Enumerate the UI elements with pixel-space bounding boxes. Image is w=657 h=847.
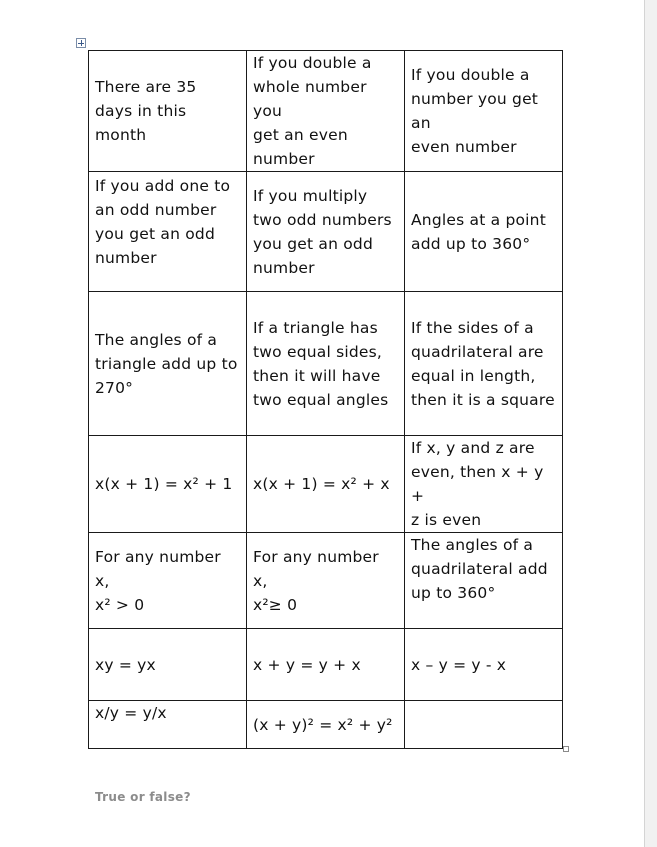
card-cell[interactable]: If you double a whole number you get an even number: [247, 51, 405, 172]
card-cell[interactable]: x + y = y + x: [247, 629, 405, 701]
card-cell[interactable]: xy = yx: [89, 629, 247, 701]
card-cell[interactable]: x(x + 1) = x² + 1: [89, 436, 247, 533]
card-cell[interactable]: If a triangle has two equal sides, then it will have two equal angles: [247, 292, 405, 436]
card-cell[interactable]: x/y = y/x: [89, 701, 247, 749]
page-right-margin: [644, 0, 657, 847]
table-row: [89, 436, 563, 533]
card-cell[interactable]: Angles at a point add up to 360°: [405, 172, 563, 292]
card-cell[interactable]: For any number x, x²≥ 0: [247, 533, 405, 629]
table-row: [89, 51, 563, 172]
card-cell[interactable]: If you add one to an odd number you get an odd number: [89, 172, 247, 292]
card-cell[interactable]: The angles of a triangle add up to 270°: [89, 292, 247, 436]
table-row: [89, 629, 563, 701]
table-move-handle-icon[interactable]: [76, 38, 86, 48]
table-row: [89, 172, 563, 292]
card-cell[interactable]: [405, 701, 563, 749]
card-cell[interactable]: If you multiply two odd numbers you get an odd number: [247, 172, 405, 292]
card-cell[interactable]: x – y = y - x: [405, 629, 563, 701]
card-cell[interactable]: If x, y and z are even, then x + y + z is even: [405, 436, 563, 533]
table-row: [89, 701, 563, 749]
card-cell[interactable]: For any number x, x² > 0: [89, 533, 247, 629]
card-cell[interactable]: (x + y)² = x² + y²: [247, 701, 405, 749]
table-row: [89, 292, 563, 436]
card-cell[interactable]: There are 35 days in this month: [89, 51, 247, 172]
statement-cards-table: [88, 50, 563, 749]
card-cell[interactable]: If you double a number you get an even number: [405, 51, 563, 172]
table-resize-handle-icon[interactable]: [563, 746, 569, 752]
card-cell[interactable]: The angles of a quadrilateral add up to 360°: [405, 533, 563, 629]
table-row: [89, 533, 563, 629]
card-cell[interactable]: If the sides of a quadrilateral are equal in length, then it is a square: [405, 292, 563, 436]
caption-text: True or false?: [95, 790, 191, 804]
card-cell[interactable]: x(x + 1) = x² + x: [247, 436, 405, 533]
